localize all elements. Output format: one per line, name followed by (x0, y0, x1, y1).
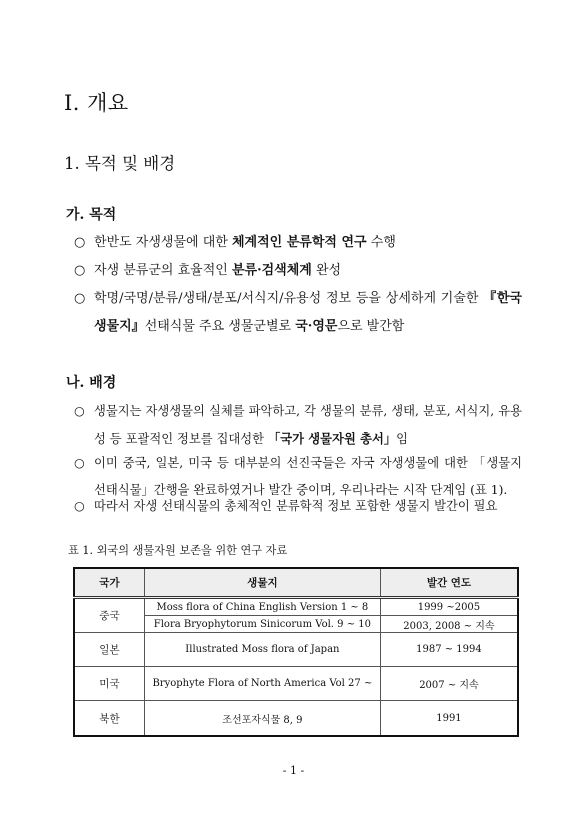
year-cell: 1991 (380, 701, 518, 737)
flora-cell: Bryophyte Flora of North America Vol 27 ~ (144, 667, 380, 701)
flora-cell: Moss flora of China English Version 1 ~ 8 (144, 598, 380, 616)
page-number: - 1 - (282, 764, 305, 777)
year-cell: 1999 ~2005 (380, 598, 518, 616)
flora-cell: 조선포자식물 8, 9 (144, 701, 380, 737)
table-row (74, 598, 518, 616)
background-item-2: ○ 이미 중국, 일본, 미국 등 대부분의 선진국들은 자국 자생생물에 대한 「생물지 선태식물」간행을 완료하였거나 발간 중이며, 우리나라는 시작 단계임 (표 1). (74, 450, 522, 504)
research-materials-table (73, 567, 519, 737)
country-cell: 북한 (74, 701, 144, 737)
year-cell: 2003, 2008 ~ 지속 (380, 616, 518, 633)
section-heading: 1. 목적 및 배경 (64, 154, 176, 173)
country-cell: 중국 (74, 598, 144, 633)
chapter-heading: Ⅰ. 개요 (64, 91, 129, 115)
subsection-heading-background: 나. 배경 (66, 375, 117, 391)
purpose-item-3: ○ 학명/국명/분류/생태/분포/서식지/유용성 정보 등을 상세하게 기술한 『한국 생물지』선태식물 주요 생물군별로 국·영문으로 발간함 (74, 285, 522, 341)
purpose-item-1: ○ 한반도 자생생물에 대한 체계적인 분류학적 연구 수행 (74, 230, 522, 255)
header-country: 국가 (74, 568, 144, 598)
circle-bullet-icon: ○ (74, 235, 86, 250)
background-item-3: ○ 따라서 자생 선태식물의 총체적인 분류학적 정보 포함한 생물지 발간이 필요 (74, 494, 522, 519)
header-year: 발간 연도 (380, 568, 518, 598)
table-row (74, 667, 518, 701)
table-row (74, 701, 518, 737)
circle-bullet-icon: ○ (74, 291, 86, 306)
table-row (74, 633, 518, 667)
country-cell: 미국 (74, 667, 144, 701)
table-header-row (74, 568, 518, 598)
circle-bullet-icon: ○ (74, 404, 85, 418)
circle-bullet-icon: ○ (74, 499, 85, 513)
subsection-heading-purpose: 가. 목적 (66, 207, 117, 223)
flora-cell: Flora Bryophytorum Sinicorum Vol. 9 ~ 10 (144, 616, 380, 633)
header-flora: 생물지 (144, 568, 380, 598)
year-cell: 2007 ~ 지속 (380, 667, 518, 701)
background-item-1: ○ 생물지는 자생생물의 실체를 파악하고, 각 생물의 분류, 생태, 분포, 서식지, 유용성 등 포괄적인 정보를 집대성한 「국가 생물자원 총서」임 (74, 398, 522, 453)
circle-bullet-icon: ○ (74, 456, 85, 470)
country-cell: 일본 (74, 633, 144, 667)
purpose-item-2: ○ 자생 분류군의 효율적인 분류·검색체계 완성 (74, 258, 522, 283)
circle-bullet-icon: ○ (74, 263, 86, 278)
table-caption: 표 1. 외국의 생물자원 보존을 위한 연구 자료 (68, 544, 288, 557)
year-cell: 1987 ~ 1994 (380, 633, 518, 667)
flora-cell: Illustrated Moss flora of Japan (144, 633, 380, 667)
